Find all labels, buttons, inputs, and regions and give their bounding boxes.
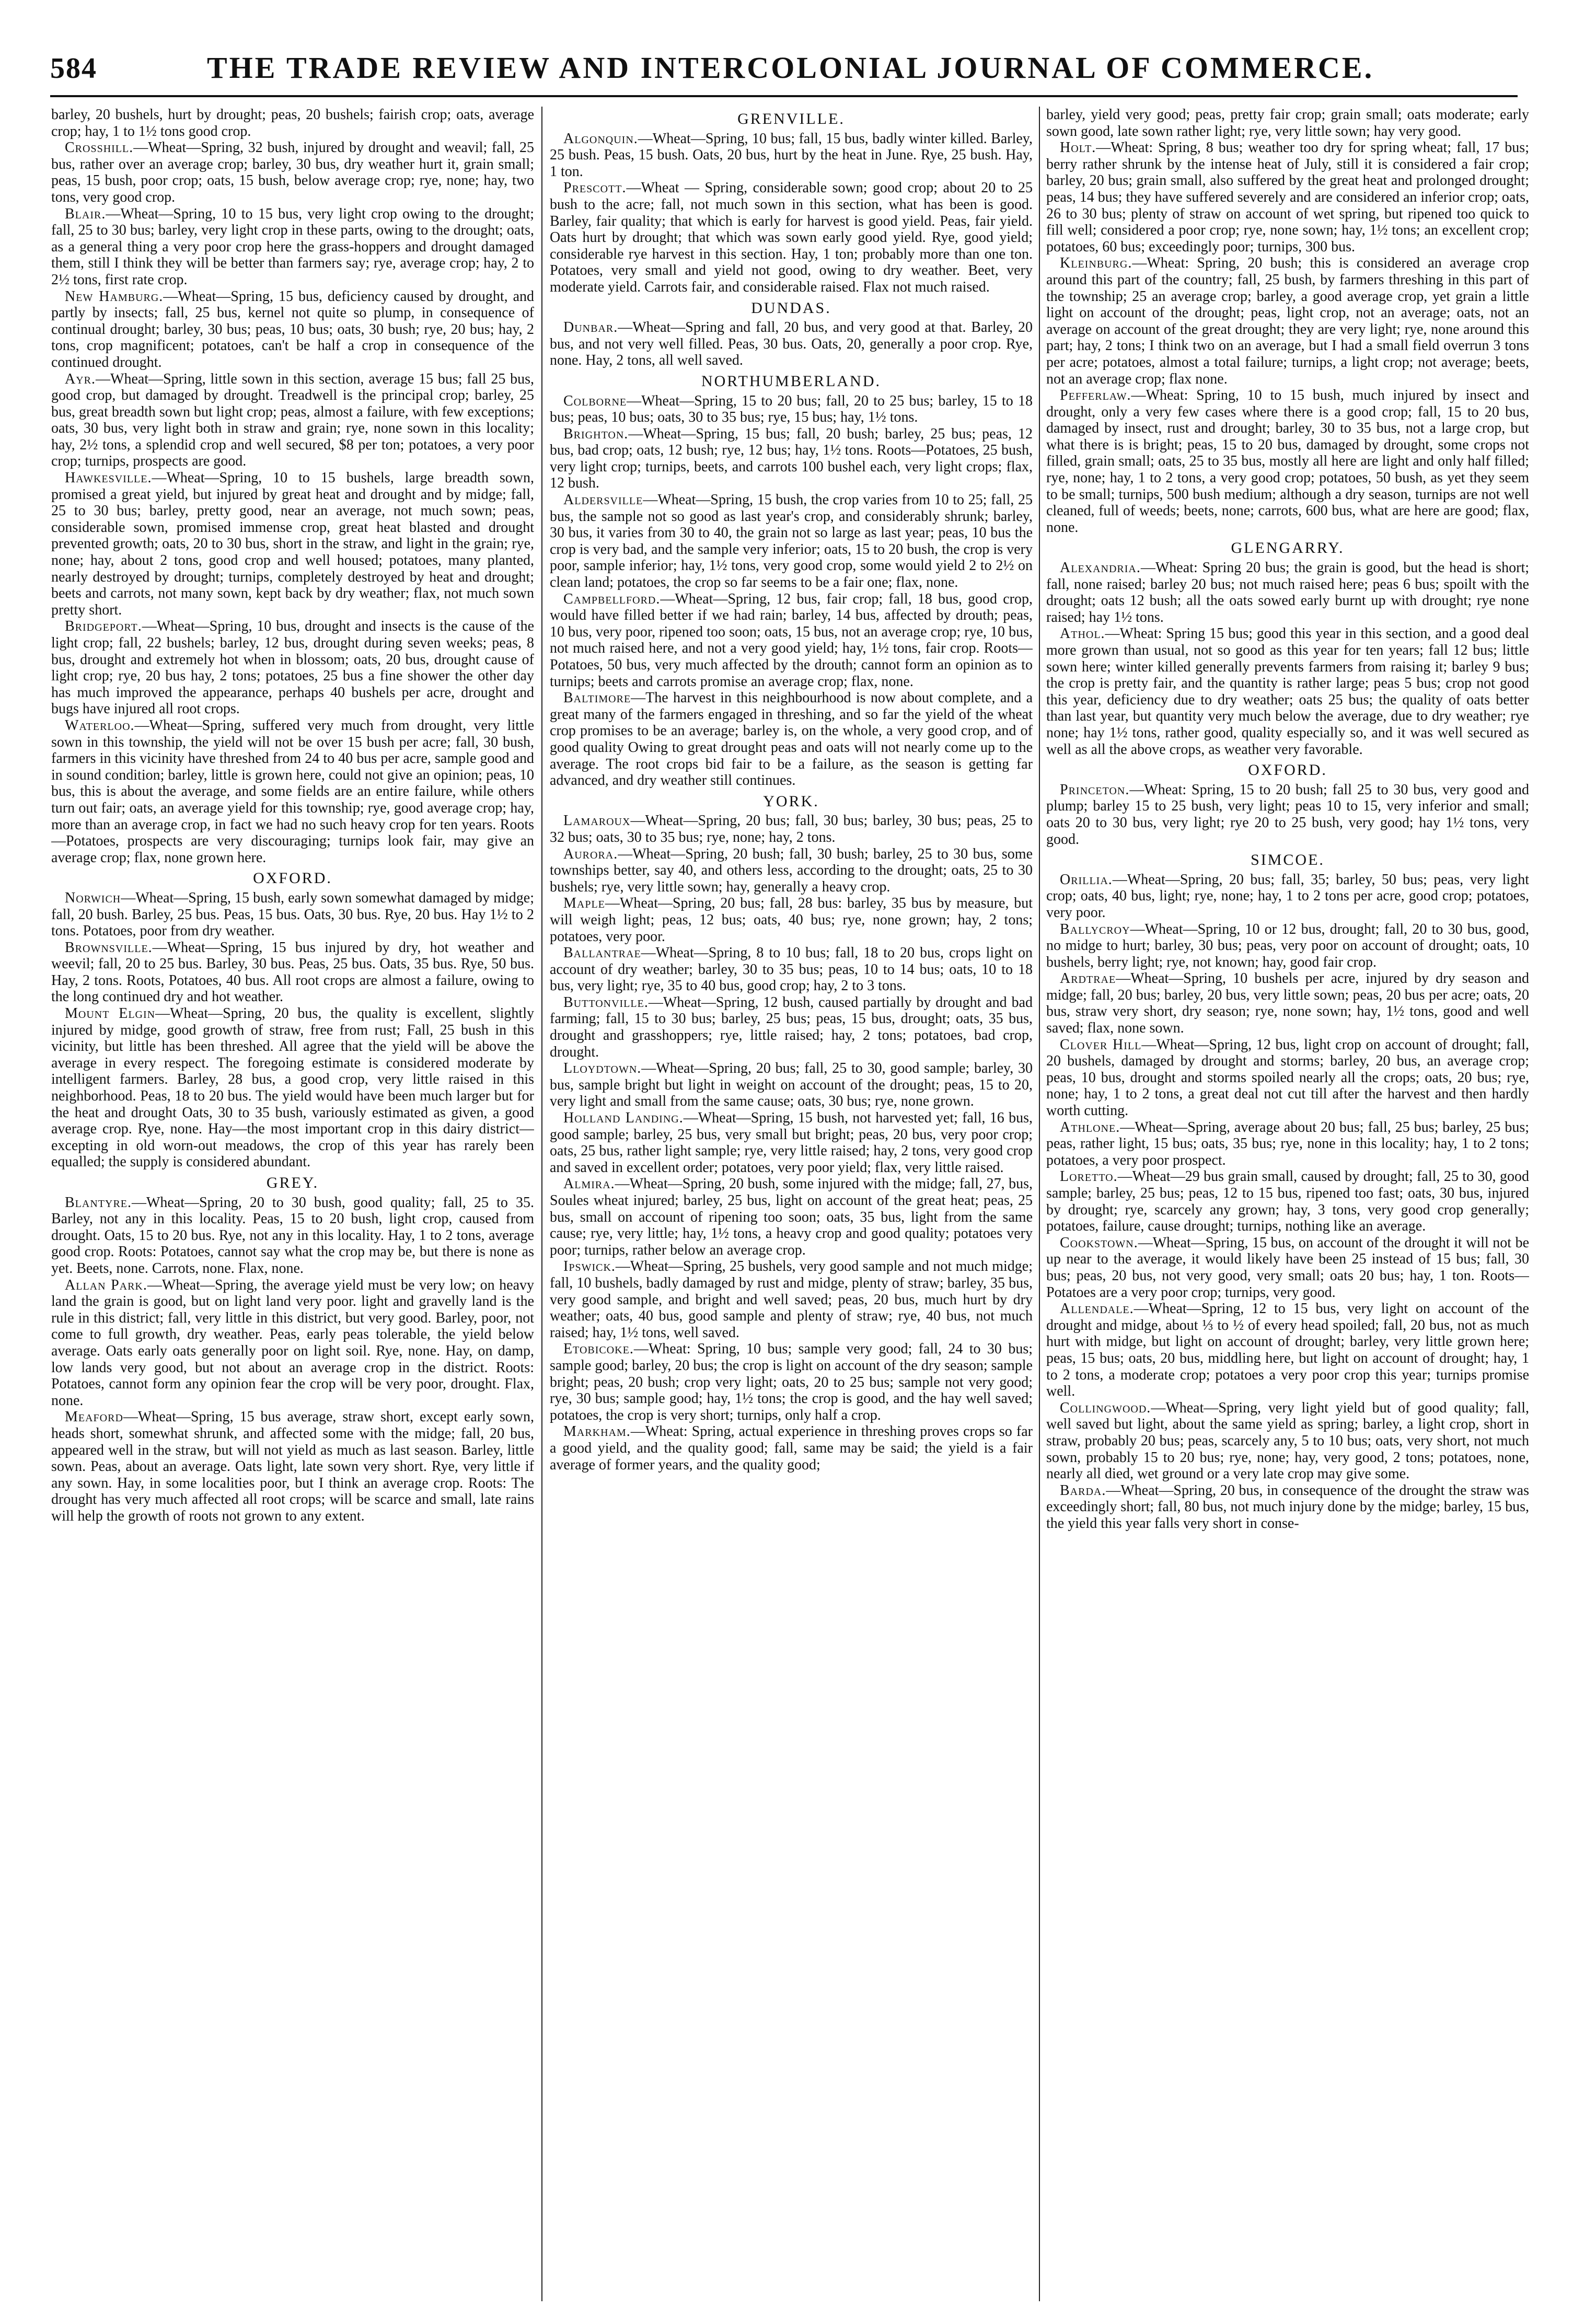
column-rule-1 — [541, 107, 542, 2301]
report-paragraph — [51, 618, 534, 717]
place-name: Kleinburg. — [1060, 255, 1132, 272]
place-name: Almira. — [563, 1176, 615, 1192]
report-text: —Wheat—Spring, 10 to 15 bushels, large breadth sown, promised a great yield, but injured by great heat and drought and by midge; fall, 25 to 30 bus; barley, pretty good, near an average, not much sown; peas, considerable sown, promised immense crop, great heat blasted and drought prevented growth; oats, 20 to 30 bus, short in the straw, and light in the grain; rye, none; hay, about 2 tons, good crop and well housed; potatoes, many planted, nearly destroyed by drought; turnips, completely destroyed by heat and drought; beets and carrots, not many sown, kept back by dry weather; flax, not much sown pretty short. — [51, 470, 534, 618]
place-name: Holt. — [1060, 140, 1096, 156]
report-paragraph — [550, 1110, 1033, 1176]
report-paragraph — [550, 492, 1033, 591]
report-paragraph — [1046, 140, 1529, 255]
report-text: —Wheat: Spring, actual experience in threshing proves crops so far a good yield, and the quality good; fall, same may be said; the yield is a fair average of former years, and the quality good; — [550, 1423, 1033, 1473]
report-paragraph — [51, 717, 534, 866]
place-name: Ipswick. — [563, 1258, 616, 1275]
report-paragraph — [51, 1409, 534, 1524]
report-text: —Wheat—Spring, 8 to 10 bus; fall, 18 to 20 bus, crops light on account of dry weather; barley, 30 to 35 bus; peas, 10 to 14 bus; oats, 10 to 18 bus, very light; rye, 35 to 40 bus, good crop; hay, 2 to 3 tons. — [550, 945, 1033, 994]
report-text: —Wheat—Spring, 12 bus, light crop on account of drought; fall, 20 bushels, damaged by drought and storms; barley, 20 bus, an average crop; peas, 10 bus, drought and storms spoiled nearly all the crops; oats, 20 bus; rye, none; hay, 1 to 2 tons, a great deal not cut till after the harvest and then hardly worth cutting. — [1046, 1036, 1529, 1119]
report-text: —Wheat—Spring, 12 bus, fair crop; fall, 18 bus, good crop, would have filled better if we had rain; barley, 14 bus, affected by drouth; peas, 10 bus, very poor, ripened too soon; oats, 15 bus, not an average crop; rye, 10 bus, not much raised here, and not a very good yield; hay, 1½ tons, fair crop. Roots—Potatoes, 50 bus, very much affected by the drouth; cannot form an opinion as to turnips; beets and carrots promise an average crop; flax, none. — [550, 590, 1033, 690]
place-name: Mount Elgin — [65, 1005, 156, 1022]
report-text: —Wheat—Spring, 20 bus, the quality is excellent, slightly injured by midge, good growth of straw, free from rust; Fall, 25 bush in this vicinity, but little has been threshed. All agree that the yield will be above the average in every respect. The foregoing estimate is considered moderate by intelligent farmers. Barley, 28 bus, a good crop, very little raised in this neighborhood. Peas, 18 to 20 bus. The yield would have been much larger but for the heat and drought Oats, 30 to 35 bush, variously estimated as given, a good average crop. Rye, none. Hay—the most important crop in this dairy district—excepting in old worn-out meadows, the crop of this year has rarely been equalled; the supply is considered abundant. — [51, 1005, 534, 1170]
report-text: —Wheat—Spring, 20 bus; fall, 35; barley, 50 bus; peas, very light crop; oats, 40 bus, light; rye, none; hay, 1 to 2 tons per acre, good crop; potatoes, very poor. — [1046, 871, 1529, 921]
report-paragraph — [550, 994, 1033, 1060]
place-name: Cookstown. — [1060, 1234, 1138, 1251]
report-paragraph — [550, 591, 1033, 690]
report-paragraph — [51, 206, 534, 288]
place-name: Clover Hill — [1060, 1036, 1142, 1053]
place-name: Colborne — [563, 392, 627, 409]
report-paragraph — [550, 1060, 1033, 1110]
report-text: —Wheat—Spring, 15 bus average, straw short, except early sown, heads short, somewhat shrunk, and affected some with the midge; fall, 20 bus, appeared well in the straw, but will not yield as much as last season. Barley, little sown. Peas, about an average. Oats light, late sown very short. Rye, very little if any sown. Hay, in some localities poor, but I think an average crop. Roots: The drought has very much affected all root crops; will be scarce and small, late rains will help the growth of roots not grown to any extent. — [51, 1409, 534, 1524]
report-text: —Wheat—Spring, 15 bush, the crop varies from 10 to 25; fall, 25 bus, the sample not so good as last year's crop, and considerably shrunk; barley, 30 bus, it varies from 30 to 40, the grain not so large as last year; peas, 10 bus the crop is very bad, and the sample very inferior; oats, 15 to 20 bush, the crop is very poor, sample inferior; hay, 1½ tons, very good crop, some would yield 2 to 2½ on clean land; potatoes, the crop so far seems to be a fair one; flax, none. — [550, 492, 1033, 591]
place-name: Ardtrae — [1060, 970, 1116, 987]
report-text: —Wheat — Spring, considerable sown; good crop; about 20 to 25 bush to the acre; fall, not much sown in this section, what has been is good. Barley, fair quality; that which is early for harvest is good yield. Peas, fair yield. Oats hurt by drought; that which was sown early good yield. Rye, good yield; considerable rye harvest in this section. Hay, 1 ton; probably more than one ton. Potatoes, very small and yield not good, owing to dry weather. Beet, very moderate yield. Carrots fair, and considerable raised. Flax not much raised. — [550, 180, 1033, 295]
report-paragraph — [1046, 1235, 1529, 1301]
place-name: Meaford — [65, 1409, 123, 1425]
place-name: Maple — [563, 895, 605, 912]
running-title: THE TRADE REVIEW AND INTERCOLONIAL JOURNAL OF COMMERCE. — [207, 51, 1374, 85]
section-heading: YORK. — [763, 792, 819, 810]
report-paragraph — [1046, 625, 1529, 758]
place-name: Brownsville. — [65, 939, 153, 956]
report-text: —Wheat—Spring, the average yield must be very low; on heavy land the grain is good, but on light land very poor. light and gravelly land is the rule in this district; fall, very little in this district, but very good. Barley, poor, not come to full growth, dry weather. Peas, early peas tolerable, the yield below average. Oats early oats generally poor on light soil. Rye, none. Hay, on damp, low lands very good, but not about an average crop in the district. Roots: Potatoes, cannot form any opinion fear the crop will be very poor, drought. Flax, none. — [51, 1277, 534, 1409]
report-text: —Wheat—Spring, 20 bus; fall, 28 bus: barley, 35 bus by measure, but will weigh light; peas, 12 bus; oats, 40 bus; rye, none grown; hay, 2 tons; potatoes, very poor. — [550, 895, 1033, 945]
place-name: Orillia. — [1060, 871, 1113, 888]
report-paragraph — [550, 1176, 1033, 1258]
report-paragraph — [51, 1005, 534, 1170]
report-text: —Wheat: Spring 20 bus; the grain is good, but the head is short; fall, none raised; barley 20 bus; not much raised here; peas 6 bus; spoilt with the drought; oats 12 bush; all the oats sowed early burnt up with drought; rye none raised; hay 1½ tons. — [1046, 560, 1529, 625]
report-paragraph — [51, 140, 534, 205]
place-name: Ayr. — [65, 370, 96, 387]
report-text: —Wheat—Spring, 10 bus; fall, 15 bus, badly winter killed. Barley, 25 bush. Peas, 15 bush. Oats, 20 bus, hurt by the heat in June. Rye, 25 bush. Hay, 1 ton. — [550, 130, 1033, 180]
report-paragraph — [1046, 387, 1529, 536]
page-number: 584 — [50, 52, 97, 85]
report-paragraph — [51, 890, 534, 940]
report-paragraph — [550, 813, 1033, 845]
report-paragraph — [550, 1258, 1033, 1341]
place-name: Ballantrae — [563, 945, 641, 961]
place-name: Crosshill. — [65, 140, 134, 156]
place-name: Blair. — [65, 205, 106, 222]
report-text: —Wheat—Spring, 32 bush, injured by drought and weavil; fall, 25 bus, rather over an average crop; barley, 30 bus, dry weather hurt it, grain small; peas, 15 bush, poor crop; oats, 15 bush, below average crop; rye, none; hay, two tons, very good crop. — [51, 140, 534, 205]
report-paragraph — [550, 131, 1033, 180]
place-name: Algonquin. — [563, 130, 638, 147]
report-paragraph — [550, 426, 1033, 492]
section-heading: NORTHUMBERLAND. — [701, 372, 882, 390]
report-paragraph — [550, 319, 1033, 369]
report-text: —Wheat—Spring, 15 bush, early sown somewhat damaged by midge; fall, 20 bush. Barley, 25 bus. Peas, 15 bus. Oats, 30 bus. Rye, 20 bus. Hay 1½ to 2 tons. Potatoes, poor from dry weather. — [51, 889, 534, 940]
column-rule-2 — [1039, 107, 1040, 2301]
report-paragraph — [1046, 255, 1529, 387]
report-paragraph — [550, 846, 1033, 896]
report-text: —Wheat—Spring, 10 bushels per acre, injured by dry season and midge; fall, 20 bus; barley, 20 bus, very little sown; peas, 20 bus per acre; oats, 20 bus, straw very short, dry season; rye, none sown; hay, 1½ tons, good and well saved; flax, none sown. — [1046, 970, 1529, 1037]
section-heading: OXFORD. — [1248, 761, 1327, 779]
place-name: Alexandria. — [1060, 560, 1141, 576]
report-paragraph — [550, 945, 1033, 994]
place-name: Aurora. — [563, 845, 618, 862]
column-3 — [1046, 107, 1529, 2301]
section-heading: DUNDAS. — [751, 299, 831, 317]
report-text: —Wheat—Spring, 15 bush, not harvested yet; fall, 16 bus, good sample; barley, 25 bus, very small but bright; peas, 20 bus, very poor crop; oats, 25 bus, rather light sample; rye, very little raised; hay, 2 tons, very good crop and saved in excellent order; potatoes, very poor yield; flax, very little raised. — [550, 1110, 1033, 1176]
report-text: —Wheat—Spring, 20 bus, in consequence of the drought the straw was exceedingly short; fall, 80 bus, not much injury done by the midge; barley, 15 bus, the yield this year falls very short in conse- — [1046, 1482, 1529, 1532]
place-name: Allendale. — [1060, 1301, 1134, 1317]
report-text: —Wheat—Spring, 15 to 20 bus; fall, 20 to 25 bus; barley, 15 to 18 bus; peas, 10 bus; oats, 30 to 35 bus; rye, 15 bus; hay, 1½ tons. — [550, 392, 1033, 426]
place-name: Athol. — [1060, 625, 1105, 642]
report-text: —Wheat—Spring and fall, 20 bus, and very good at that. Barley, 20 bus, and not very well filled. Peas, 30 bus. Oats, 20, generally a poor crop. Rye, none. Hay, 2 tons, all well saved. — [550, 319, 1033, 369]
report-text: —Wheat—Spring, 10 bus, drought and insects is the cause of the light crop; fall, 22 bushels; barley, 12 bus, drought during seven weeks; peas, 8 bus, drought and extremely hot when in blossom; oats, 20 bus, drought cause of light crop; rye, 20 bus hay, 2 tons; potatoes, 25 bus a fine shower the other day has much improved the appearance, perhaps 40 bushels per acre, drought and bugs have injured all root crops. — [51, 618, 534, 717]
place-name: Aldersville — [563, 492, 643, 508]
report-text: —Wheat: Spring, 10 to 15 bush, much injured by insect and drought, only a very few cases where there is a good crop; fall, 15 to 20 bus, damaged by insect, rust and drought; barley, 30 to 35 bus, not a large crop, but what there is is bright; peas, 15 to 20 bus, damaged by drought, some crops not filled, grain small; oats, 25 to 35 bus, mostly all here are light and only half filled; rye, none; hay, 1 to 2 tons, a very good crop; potatoes, 50 bush, as yet they seem to be small; turnips, 500 bush medium; although a dry season, turnips are not well cleaned, full of weeds; beets, none; carrots, 600 bus, what are here are good; flax, none. — [1046, 387, 1529, 536]
report-paragraph — [550, 393, 1033, 426]
place-name: Bridgeport. — [65, 618, 142, 635]
report-text: —Wheat—Spring, very light yield but of good quality; fall, well saved but light, about the same yield as spring; barley, a light crop, short in straw, probably 20 bus; peas, scarcely any, 5 to 10 bus; oats, very short, not much sown, probably 15 to 20 bus; rye, none; hay, very good, 2 tons; potatoes, none, nearly all died, wet ground or a very late crop may give some. — [1046, 1399, 1529, 1482]
place-name: Lamaroux — [563, 813, 631, 829]
place-name: Allan Park. — [65, 1277, 147, 1293]
report-text: —Wheat—Spring, 10 to 15 bus, very light crop owing to the drought; fall, 25 to 30 bus; barley, very light crop in these parts, owing to the drought; oats, as a general thing a very poor crop here the grass-hoppers and drought damaged them, still I think they will be better than farmers say; rye, average crop; hay, 2 to 2½ tons, first rate crop. — [51, 205, 534, 288]
report-text: barley, 20 bushels, hurt by drought; peas, 20 bushels; fairish crop; oats, average crop; hay, 1 to 1½ tons good crop. — [51, 107, 534, 140]
report-text: —Wheat—Spring, 15 bus, deficiency caused by drought, and partly by insects; fall, 25 bus, kernel not quite so plump, in consequence of continual drought; barley, 30 bus; peas, 10 bus; oats, 30 bush; rye, 20 bus; hay, 2 tons, crop magnificent; potatoes, can't be half a crop in consequence of the continued drought. — [51, 288, 534, 370]
report-paragraph — [51, 107, 534, 140]
report-text: —Wheat—Spring, 15 bus; fall, 20 bush; barley, 25 bus; peas, 12 bus, bad crop; oats, 12 bush; rye, 12 bus; hay, 1½ tons. Roots—Potatoes, 25 bush, very light crop; turnips, beets, and carrots 100 bushel each, very light crops; flax, 12 bush. — [550, 425, 1033, 492]
report-text: —Wheat: Spring, 10 bus; sample very good; fall, 24 to 30 bus; sample good; barley, 20 bus; the crop is light on account of the dry season; sample bright; peas, 20 bush; crop very light; oats, 20 to 25 bus; sample not very good; rye, 30 bus; sample good; hay, 1½ tons; the crop is good, and the hay well saved; potatoes, the crop is very short; turnips, only half a crop. — [550, 1341, 1033, 1423]
place-name: Holland Landing. — [563, 1110, 684, 1127]
report-paragraph — [1046, 782, 1529, 848]
report-paragraph — [1046, 560, 1529, 625]
report-paragraph — [550, 180, 1033, 295]
report-paragraph — [51, 1195, 534, 1277]
place-name: Ballycroy — [1060, 921, 1130, 937]
report-paragraph — [1046, 1482, 1529, 1532]
place-name: Collingwood. — [1060, 1399, 1151, 1416]
place-name: Prescott. — [563, 180, 627, 196]
report-paragraph — [550, 690, 1033, 789]
report-text: —Wheat—29 bus grain small, caused by drought; fall, 25 to 30, good sample; barley, 25 bus; peas, 12 to 15 bus, ripened too fast; oats, 30 bus, injured by drought; rye, scarcely any grown; hay, 3 tons, very good crop generally; potatoes, failure, cause drought; turnips, nothing like an average. — [1046, 1168, 1529, 1235]
place-name: New Hamburg. — [65, 288, 164, 305]
report-paragraph — [51, 288, 534, 371]
column-2 — [550, 107, 1033, 2301]
report-text: —Wheat—Spring, 20 bush, some injured with the midge; fall, 27, bus, Soules wheat injured; barley, 25 bus, light on account of the great heat; peas, 25 bus, small on account of ripening too soon; oats, 35 bus, light from the same cause; rye, very little; hay, 1½ tons, a heavy crop and good quality; potatoes very poor; turnips, rather below an average crop. — [550, 1176, 1033, 1258]
report-paragraph — [550, 1423, 1033, 1473]
place-name: Norwich — [65, 889, 121, 906]
place-name: Athlone. — [1060, 1119, 1120, 1135]
place-name: Markham. — [563, 1423, 631, 1440]
place-name: Barda. — [1060, 1482, 1106, 1499]
report-text: —Wheat—Spring, 20 bush; fall, 30 bush; barley, 25 to 30 bus, some townships better, say 40, and others less, according to the drought; oats, 25 to 30 bushels; rye, very little sown; hay, generally a heavy crop. — [550, 845, 1033, 895]
report-text: —Wheat—Spring, little sown in this section, average 15 bus; fall 25 bus, good crop, but damaged by drought. Treadwell is the principal crop; barley, 25 bus, great breadth sown but light crop; peas, almost a failure, with few exceptions; oats, 30 bus, very light both in straw and grain; rye, none sown in this locality; hay, 2½ tons, a splendid crop and well secured, $8 per ton; potatoes, a very poor crop; turnips, prospects are good. — [51, 370, 534, 470]
report-paragraph — [1046, 921, 1529, 971]
report-paragraph — [1046, 970, 1529, 1036]
section-heading: OXFORD. — [253, 869, 332, 887]
report-text: —Wheat: Spring, 15 to 20 bush; fall 25 to 30 bus, very good and plump; barley 15 to 25 bush, very light; peas 10 to 15, very inferior and small; oats 20 to 30 bus, very light; rye 20 to 25 bush, very good; hay 1½ tons, very good. — [1046, 781, 1529, 848]
place-name: Pefferlaw. — [1060, 387, 1131, 404]
report-paragraph — [550, 1341, 1033, 1423]
report-paragraph — [1046, 1301, 1529, 1400]
report-text: —Wheat—Spring, 12 bush, caused partially by drought and bad farming; fall, 15 to 30 bus; barley, 25 bus; peas, 15 bus, drought; oats, 35 bus, drought and grasshoppers; rye, little raised; hay, 2 tons; potatoes, bad crop, drought. — [550, 994, 1033, 1060]
place-name: Etobicoke. — [563, 1341, 634, 1358]
report-text: —Wheat: Spring, 8 bus; weather too dry for spring wheat; fall, 17 bus; berry rather shrunk by the intense heat of July, still it is considered a fair crop; barley, 20 bus; grain small, also suffered by the great heat and prolonged drought; peas, 14 bus; they have suffered severely and are considered an inferior crop; oats, 26 to 30 bus; plenty of straw on account of wet spring, but ripened too quick to fill well; considered a poor crop; rye, none sown; hay, 1½ tons; an excellent crop; potatoes, 60 bus; exceedingly poor; turnips, 300 bus. — [1046, 140, 1529, 255]
report-text: —Wheat: Spring, 20 bush; this is considered an average crop around this part of the country; fall, 25 bush, by farmers threshing in this part of the township; 25 an average crop; barley, a good average crop, yet grain a little light on account of the drought; peas, light crop, not an average; oats, not an average on account of the great drought; they are very light; rye, none around this part; hay, 2 tons; I think two on an average, but I had a small field overrun 3 tons per acre; potatoes, almost a total failure; turnips, a light crop; not average; beets, not an average crop; flax none. — [1046, 255, 1529, 387]
report-paragraph — [51, 940, 534, 1005]
report-text: —Wheat—Spring, 15 bus, on account of the drought it will not be up near to the average, it would likely have been 25 instead of 15 bus; fall, 30 bus; peas, 20 bus, not very good, very small; oats 20 bus; hay, 1 ton. Roots—Potatoes are a very poor crop; turnips, very good. — [1046, 1234, 1529, 1301]
header-rule — [50, 95, 1518, 97]
place-name: Waterloo. — [65, 717, 135, 734]
report-text: —Wheat—Spring, 25 bushels, very good sample and not much midge; fall, 10 bushels, badly damaged by rust and midge, plenty of straw; barley, 35 bus, very good sample, and bright and well saved; peas, 20 bus, much hurt by dry weather; oats, 40 bus, good sample and plenty of straw; rye, 40 bus, not much raised; hay, 1½ tons, well saved. — [550, 1258, 1033, 1341]
place-name: Hawkesville. — [65, 470, 152, 486]
place-name: Loretto. — [1060, 1168, 1118, 1185]
report-text: —Wheat—Spring, 20 bus; fall, 25 to 30, good sample; barley, 30 bus, sample bright but light in weight on account of the drought; peas, 15 to 20, very light and small from the same cause; oats, 30 bus; rye, none grown. — [550, 1060, 1033, 1110]
report-paragraph — [1046, 1037, 1529, 1119]
report-text: —Wheat—Spring, 12 to 15 bus, very light on account of the drought and midge, about ⅓ to ½ of every head spoiled; fall, 20 bus, not as much hurt with midge, but light on account of drought; barley, very little grown here; peas, 15 bus; oats, 20 bus, middling here, but light on account of drought; hay, 1 to 2 tons, a moderate crop; potatoes a very poor crop this year; turnips promise well. — [1046, 1301, 1529, 1400]
section-heading: SIMCOE. — [1251, 851, 1325, 869]
section-heading: GRENVILLE. — [737, 110, 845, 127]
report-paragraph — [1046, 872, 1529, 921]
place-name: Baltimore — [563, 690, 631, 706]
report-paragraph — [1046, 1400, 1529, 1482]
report-text: barley, yield very good; peas, pretty fair crop; grain small; oats moderate; early sown good, late sown rather light; rye, very little sown; hay very good. — [1046, 107, 1529, 140]
place-name: Dunbar. — [563, 319, 618, 336]
report-text: —The harvest in this neighbourhood is now about complete, and a great many of the farmers engaged in threshing, and so far the yield of the wheat crop promises to be an average; barley is, on the whole, a very good crop, and of good quality Owing to great drought peas and oats will not nearly come up to the average. The root crops bid fair to be a failure, as the season is getting far advanced, and dry weather still continues. — [550, 690, 1033, 789]
report-paragraph — [550, 895, 1033, 945]
report-text: —Wheat—Spring, average about 20 bus; fall, 25 bus; barley, 25 bus; peas, rather light, 15 bus; oats, 35 bus; rye, none in this locality; hay, 1 to 2 tons; potatoes, a very poor prospect. — [1046, 1119, 1529, 1168]
report-text: —Wheat—Spring, suffered very much from drought, very little sown in this township, the yield will not be over 15 bush per acre; fall, 30 bush, farmers in this vicinity have threshed from 24 to 40 bus per acre, sample good and in sound condition; barley, little is grown here, could not give an opinion; peas, 10 bus, this is about the average, and some fields are an entire failure, while others turn out fair; oats, an average yield for this township; rye, good average crop; hay, more than an average crop, in fact we had no such heavy crop for ten years. Roots—Potatoes, prospects are very discouraging; turnips look fair, may give an average crop; flax, none grown here. — [51, 717, 534, 866]
report-text: —Wheat: Spring 15 bus; good this year in this section, and a good deal more grown than usual, not so good as this year for ten years; fall 12 bus; little sown here; winter killed generally prevents farmers from raising it; barley 9 bus; the crop is pretty fair, and the quantity is rather large; peas 5 bus; crop not good this year, deficiency due to dry weather; oats 25 bus; the quality of oats better than last year, but quantity very much below the average, due to dry weather; rye none; hay 1½ tons, rather good, quality especially so, and it was well secured as well as all the above crops, as weather very favorable. — [1046, 625, 1529, 758]
report-paragraph — [51, 470, 534, 618]
page-header — [50, 50, 1518, 91]
report-paragraph — [1046, 107, 1529, 140]
place-name: Buttonville. — [563, 994, 649, 1011]
report-paragraph — [1046, 1119, 1529, 1169]
report-text: —Wheat—Spring, 20 bus; fall, 30 bus; barley, 30 bus; peas, 25 to 32 bus; oats, 30 to 35 bus; rye, none; hay, 2 tons. — [550, 813, 1033, 845]
section-heading: GREY. — [266, 1174, 319, 1191]
place-name: Princeton. — [1060, 781, 1130, 798]
report-text: —Wheat—Spring, 15 bus injured by dry, hot weather and weevil; fall, 20 to 25 bus. Barley, 30 bus. Peas, 25 bus. Oats, 35 bus. Rye, 50 bus. Hay, 2 tons. Roots, Potatoes, 40 bus. All root crops are almost a failure, owing to the long continued dry and hot weather. — [51, 939, 534, 1005]
report-paragraph — [51, 1277, 534, 1409]
report-text: —Wheat—Spring, 20 to 30 bush, good quality; fall, 25 to 35. Barley, not any in this locality. Peas, 15 to 20 bush, light crop, caused from drought. Oats, 15 to 20 bus. Rye, not any in this locality. Hay, 1 to 2 tons, average good crop. Roots: Potatoes, cannot say what the crop may be, but there is none as yet. Beets, none. Carrots, none. Flax, none. — [51, 1194, 534, 1277]
column-1 — [51, 107, 534, 2301]
place-name: Blantyre. — [65, 1194, 132, 1211]
place-name: Campbellford. — [563, 590, 661, 607]
report-paragraph — [1046, 1168, 1529, 1234]
report-text: —Wheat—Spring, 10 or 12 bus, drought; fall, 20 to 30 bus, good, no midge to hurt; barley, 30 bus; peas, very poor on account of drought; oats, 10 bushels, berry light; rye, not known; hay, good fair crop. — [1046, 921, 1529, 970]
section-heading: GLENGARRY. — [1231, 539, 1345, 557]
place-name: Lloydtown. — [563, 1060, 642, 1077]
report-paragraph — [51, 371, 534, 470]
place-name: Brighton. — [563, 425, 629, 442]
